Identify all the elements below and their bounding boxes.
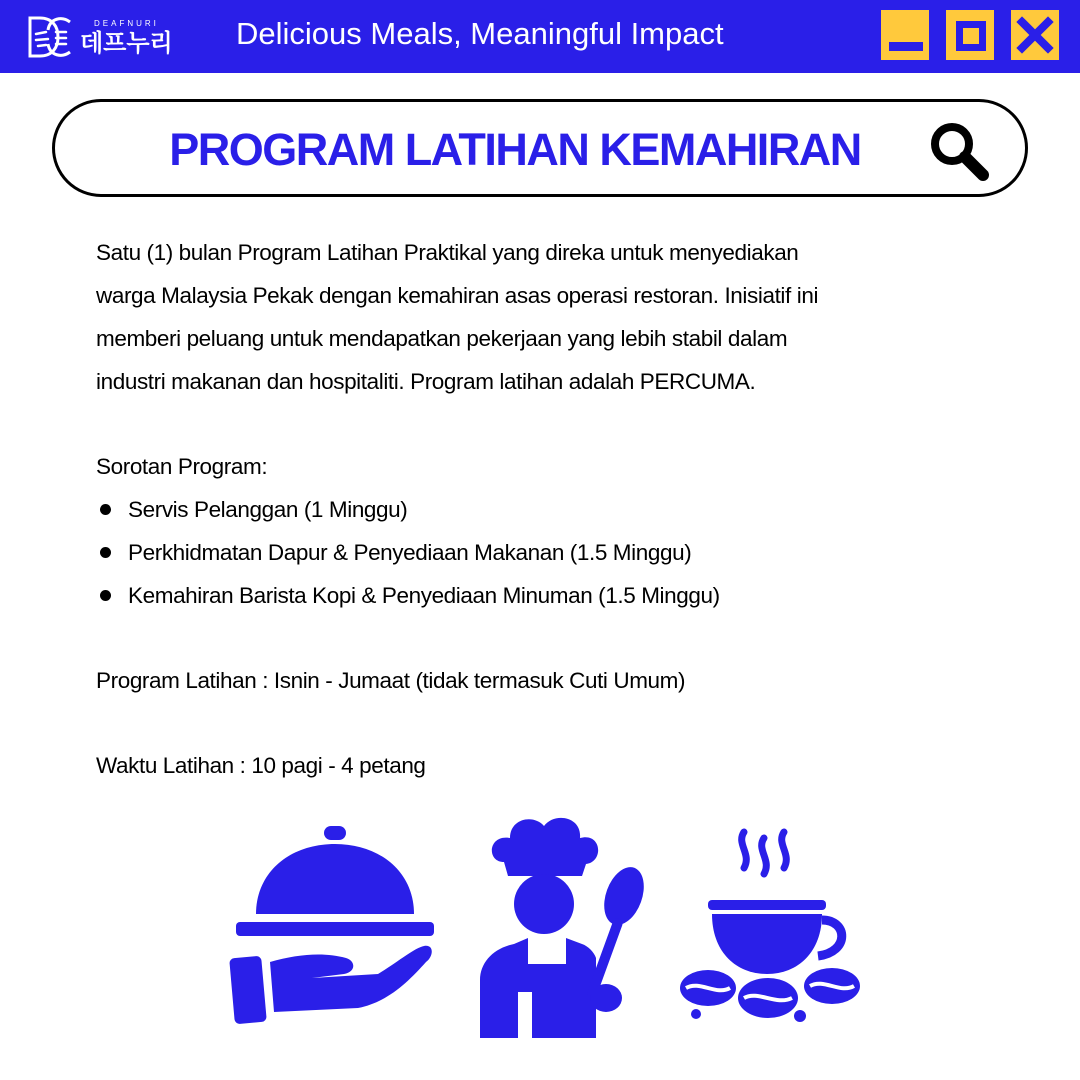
highlights-heading: Sorotan Program: (96, 454, 268, 479)
training-time: Waktu Latihan : 10 pagi - 4 petang (96, 753, 426, 778)
minimize-button[interactable] (879, 8, 931, 62)
maximize-icon (956, 21, 986, 51)
list-item (96, 531, 976, 574)
bullet-icon (100, 504, 111, 515)
title-bar (0, 0, 1080, 73)
highlight-text: Servis Pelanggan (1 Minggu) (128, 497, 408, 522)
minimize-icon (889, 42, 923, 51)
chef-icon (474, 812, 652, 1038)
brand-logo (26, 14, 173, 60)
cloche-serving-icon (228, 822, 438, 1030)
brand-name-small: DEAFNURI (94, 18, 159, 28)
close-icon (1011, 10, 1059, 60)
search-bar[interactable] (52, 99, 1028, 197)
close-button[interactable] (1009, 8, 1061, 62)
intro-line: memberi peluang untuk mendapatkan pekerjaan yang lebih stabil dalam (96, 326, 788, 351)
page-title: PROGRAM LATIHAN KEMAHIRAN (169, 124, 861, 175)
intro-line: Satu (1) bulan Program Latihan Praktikal yang direka untuk menyediakan (96, 240, 799, 265)
search-icon[interactable] (927, 119, 991, 183)
intro-line: industri makanan dan hospitaliti. Program latihan adalah PERCUMA. (96, 369, 756, 394)
bullet-icon (100, 547, 111, 558)
maximize-button[interactable] (944, 8, 996, 62)
brand-name-korean: 데프누리 (80, 28, 173, 57)
highlight-text: Kemahiran Barista Kopi & Penyediaan Minuman (1.5 Minggu) (128, 583, 720, 608)
window-tagline: Delicious Meals, Meaningful Impact (236, 16, 724, 51)
intro-paragraph (96, 231, 976, 403)
bullet-icon (100, 590, 111, 601)
list-item (96, 574, 976, 617)
program-description (96, 231, 976, 787)
list-item (96, 488, 976, 531)
highlights-list (96, 488, 976, 617)
intro-line: warga Malaysia Pekak dengan kemahiran asas operasi restoran. Inisiatif ini (96, 283, 819, 308)
deafnuri-logo-icon (26, 14, 72, 60)
training-days: Program Latihan : Isnin - Jumaat (tidak termasuk Cuti Umum) (96, 668, 686, 693)
highlight-text: Perkhidmatan Dapur & Penyediaan Makanan (1.5 Minggu) (128, 540, 692, 565)
coffee-cup-beans-icon (672, 828, 864, 1028)
